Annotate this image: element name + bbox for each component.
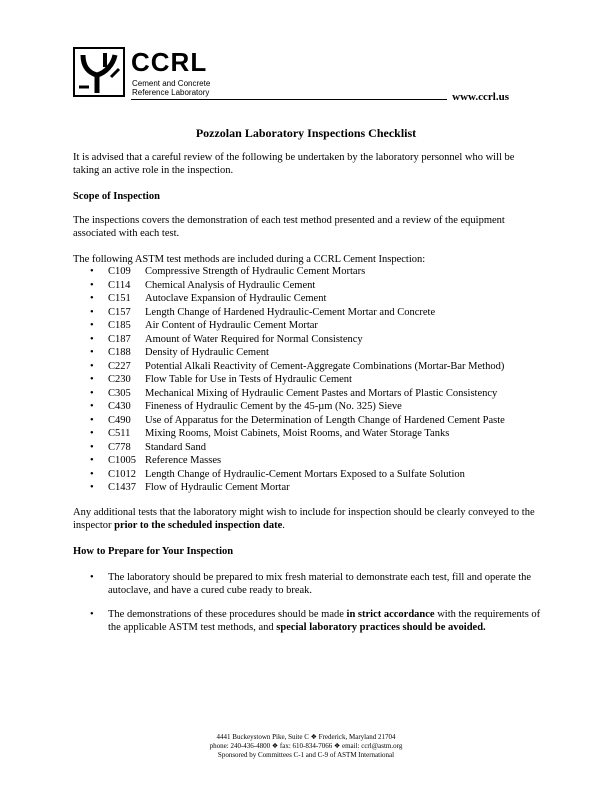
bullet-marker: • — [90, 468, 94, 480]
test-method-item — [90, 265, 550, 279]
bullet2-text-a: The demonstrations of these procedures should be made — [108, 609, 347, 620]
test-method-code: C151 — [108, 293, 131, 304]
test-method-code: C1437 — [108, 482, 137, 493]
document-title: Pozzolan Laboratory Inspections Checklist — [195, 126, 417, 140]
footer-contact: phone: 240-436-4800 ❖ fax: 610-834-7066 ❖ email: ccrl@astm.org — [209, 742, 403, 750]
scope-paragraph: The inspections covers the demonstration of each test method presented and a review of the equipment associated with each test. — [73, 215, 505, 239]
bullet-marker: • — [90, 482, 94, 493]
additional-tests-paragraph — [73, 507, 543, 532]
test-method-title: Potential Alkali Reactivity of Cement-Aggregate Combinations (Mortar-Bar Method) — [145, 360, 505, 372]
prepare-bullet-2-text — [108, 609, 550, 634]
bullet-marker: • — [90, 455, 94, 466]
test-method-code: C157 — [108, 306, 131, 318]
logo-name: CCRL — [131, 47, 208, 77]
bullet-marker: • — [90, 306, 94, 318]
test-method-item — [90, 360, 550, 374]
test-method-code: C109 — [108, 266, 131, 277]
test-method-item — [90, 481, 550, 495]
prepare-bullet-2 — [90, 609, 550, 634]
bullet-marker: • — [90, 293, 94, 304]
bullet-marker: • — [90, 441, 94, 453]
bullet-marker: • — [90, 414, 94, 426]
bullet-marker: • — [90, 333, 94, 345]
test-method-code: C305 — [108, 387, 131, 399]
bullet-marker: • — [90, 572, 94, 583]
test-method-item — [90, 387, 550, 401]
test-method-item — [90, 400, 550, 414]
test-method-title: Fineness of Hydraulic Cement by the 45-µm (No. 325) Sieve — [145, 401, 402, 412]
test-method-item — [90, 427, 550, 441]
additional-text: Any additional tests that the laboratory might wish to include for inspection should be clearly conveyed to the inspector — [73, 507, 535, 531]
methods-intro: The following ASTM test methods are included during a CCRL Cement Inspection: — [73, 254, 426, 265]
test-method-title: Mechanical Mixing of Hydraulic Cement Pastes and Mortars of Plastic Consistency — [145, 387, 498, 399]
test-method-title: Standard Sand — [145, 441, 206, 453]
test-method-item — [90, 306, 550, 320]
additional-emphasis: prior to the scheduled inspection date — [114, 519, 283, 531]
test-method-title: Air Content of Hydraulic Cement Mortar — [145, 320, 318, 331]
test-method-title: Chemical Analysis of Hydraulic Cement — [145, 279, 316, 291]
test-method-code: C188 — [108, 347, 131, 358]
test-method-title: Length Change of Hydraulic-Cement Mortars Exposed to a Sulfate Solution — [145, 468, 465, 480]
logo-subtitle-line1: Cement and Concrete — [132, 79, 211, 88]
test-methods-list — [90, 265, 550, 495]
test-method-item — [90, 319, 550, 333]
additional-end: . — [282, 519, 285, 531]
test-method-item — [90, 468, 550, 482]
intro-paragraph: It is advised that a careful review of the following be undertaken by the laboratory personnel who will be taking an active role in the inspection. — [73, 152, 515, 176]
test-method-code: C430 — [108, 401, 131, 412]
bullet-marker: • — [90, 401, 94, 412]
test-method-title: Use of Apparatus for the Determination of Length Change of Hardened Cement Paste — [145, 414, 505, 426]
bullet-marker: • — [90, 374, 94, 385]
website-link[interactable]: www.ccrl.us — [452, 91, 509, 103]
test-method-item — [90, 441, 550, 455]
header-rule — [131, 99, 447, 100]
test-method-title: Flow Table for Use in Tests of Hydraulic Cement — [145, 374, 352, 385]
test-method-code: C778 — [108, 441, 131, 453]
test-method-code: C230 — [108, 374, 131, 385]
footer — [0, 733, 612, 760]
test-method-code: C227 — [108, 360, 131, 372]
bullet-marker: • — [90, 347, 94, 358]
test-method-title: Flow of Hydraulic Cement Mortar — [145, 482, 290, 493]
ccrl-logo — [73, 45, 213, 101]
test-method-item — [90, 373, 550, 387]
prepare-bullet-1 — [90, 572, 550, 597]
test-method-title: Compressive Strength of Hydraulic Cement Mortars — [145, 266, 366, 277]
test-method-code: C187 — [108, 333, 131, 345]
test-method-code: C1012 — [108, 468, 137, 480]
test-method-title: Amount of Water Required for Normal Consistency — [145, 333, 363, 345]
bullet-marker: • — [90, 360, 94, 372]
bullet-marker: • — [90, 320, 94, 331]
test-method-code: C185 — [108, 320, 131, 331]
test-method-code: C511 — [108, 428, 131, 439]
test-method-item — [90, 279, 550, 293]
bullet2-emphasis-a: in strict accordance — [346, 609, 435, 620]
bullet-marker: • — [90, 266, 94, 277]
bullet2-emphasis-b: special laboratory practices should be avoided. — [276, 621, 486, 633]
bullet-marker: • — [90, 428, 94, 439]
test-method-item — [90, 333, 550, 347]
bullet-marker: • — [90, 609, 94, 620]
footer-sponsor: Sponsored by Committees C-1 and C-9 of ASTM International — [217, 751, 395, 759]
test-method-code: C490 — [108, 414, 131, 426]
test-method-code: C1005 — [108, 455, 137, 466]
test-method-title: Length Change of Hardened Hydraulic-Cement Mortar and Concrete — [145, 306, 436, 318]
test-method-title: Reference Masses — [145, 455, 222, 466]
logo-subtitle-line2: Reference Laboratory — [132, 88, 210, 97]
footer-address: 4441 Buckeystown Pike, Suite C ❖ Frederick, Maryland 21704 — [216, 733, 396, 741]
test-method-item — [90, 346, 550, 360]
bullet2-text-b: with the requirements of the applicable ASTM test methods, and — [108, 609, 541, 633]
test-method-title: Density of Hydraulic Cement — [145, 347, 269, 358]
test-method-code: C114 — [108, 279, 131, 291]
test-method-item — [90, 292, 550, 306]
ccrl-logo-icon — [73, 47, 125, 97]
test-method-title: Mixing Rooms, Moist Cabinets, Moist Rooms, and Water Storage Tanks — [145, 428, 450, 439]
bullet-marker: • — [90, 387, 94, 399]
test-method-item — [90, 414, 550, 428]
prepare-heading: How to Prepare for Your Inspection — [73, 546, 234, 557]
bullet-marker: • — [90, 279, 94, 291]
scope-heading: Scope of Inspection — [73, 191, 160, 202]
test-method-title: Autoclave Expansion of Hydraulic Cement — [145, 293, 327, 304]
prepare-bullet-1-text: The laboratory should be prepared to mix fresh material to demonstrate each test, fill and operate the autoclave, and have a cured cube ready to break. — [108, 572, 532, 596]
test-method-item — [90, 454, 550, 468]
